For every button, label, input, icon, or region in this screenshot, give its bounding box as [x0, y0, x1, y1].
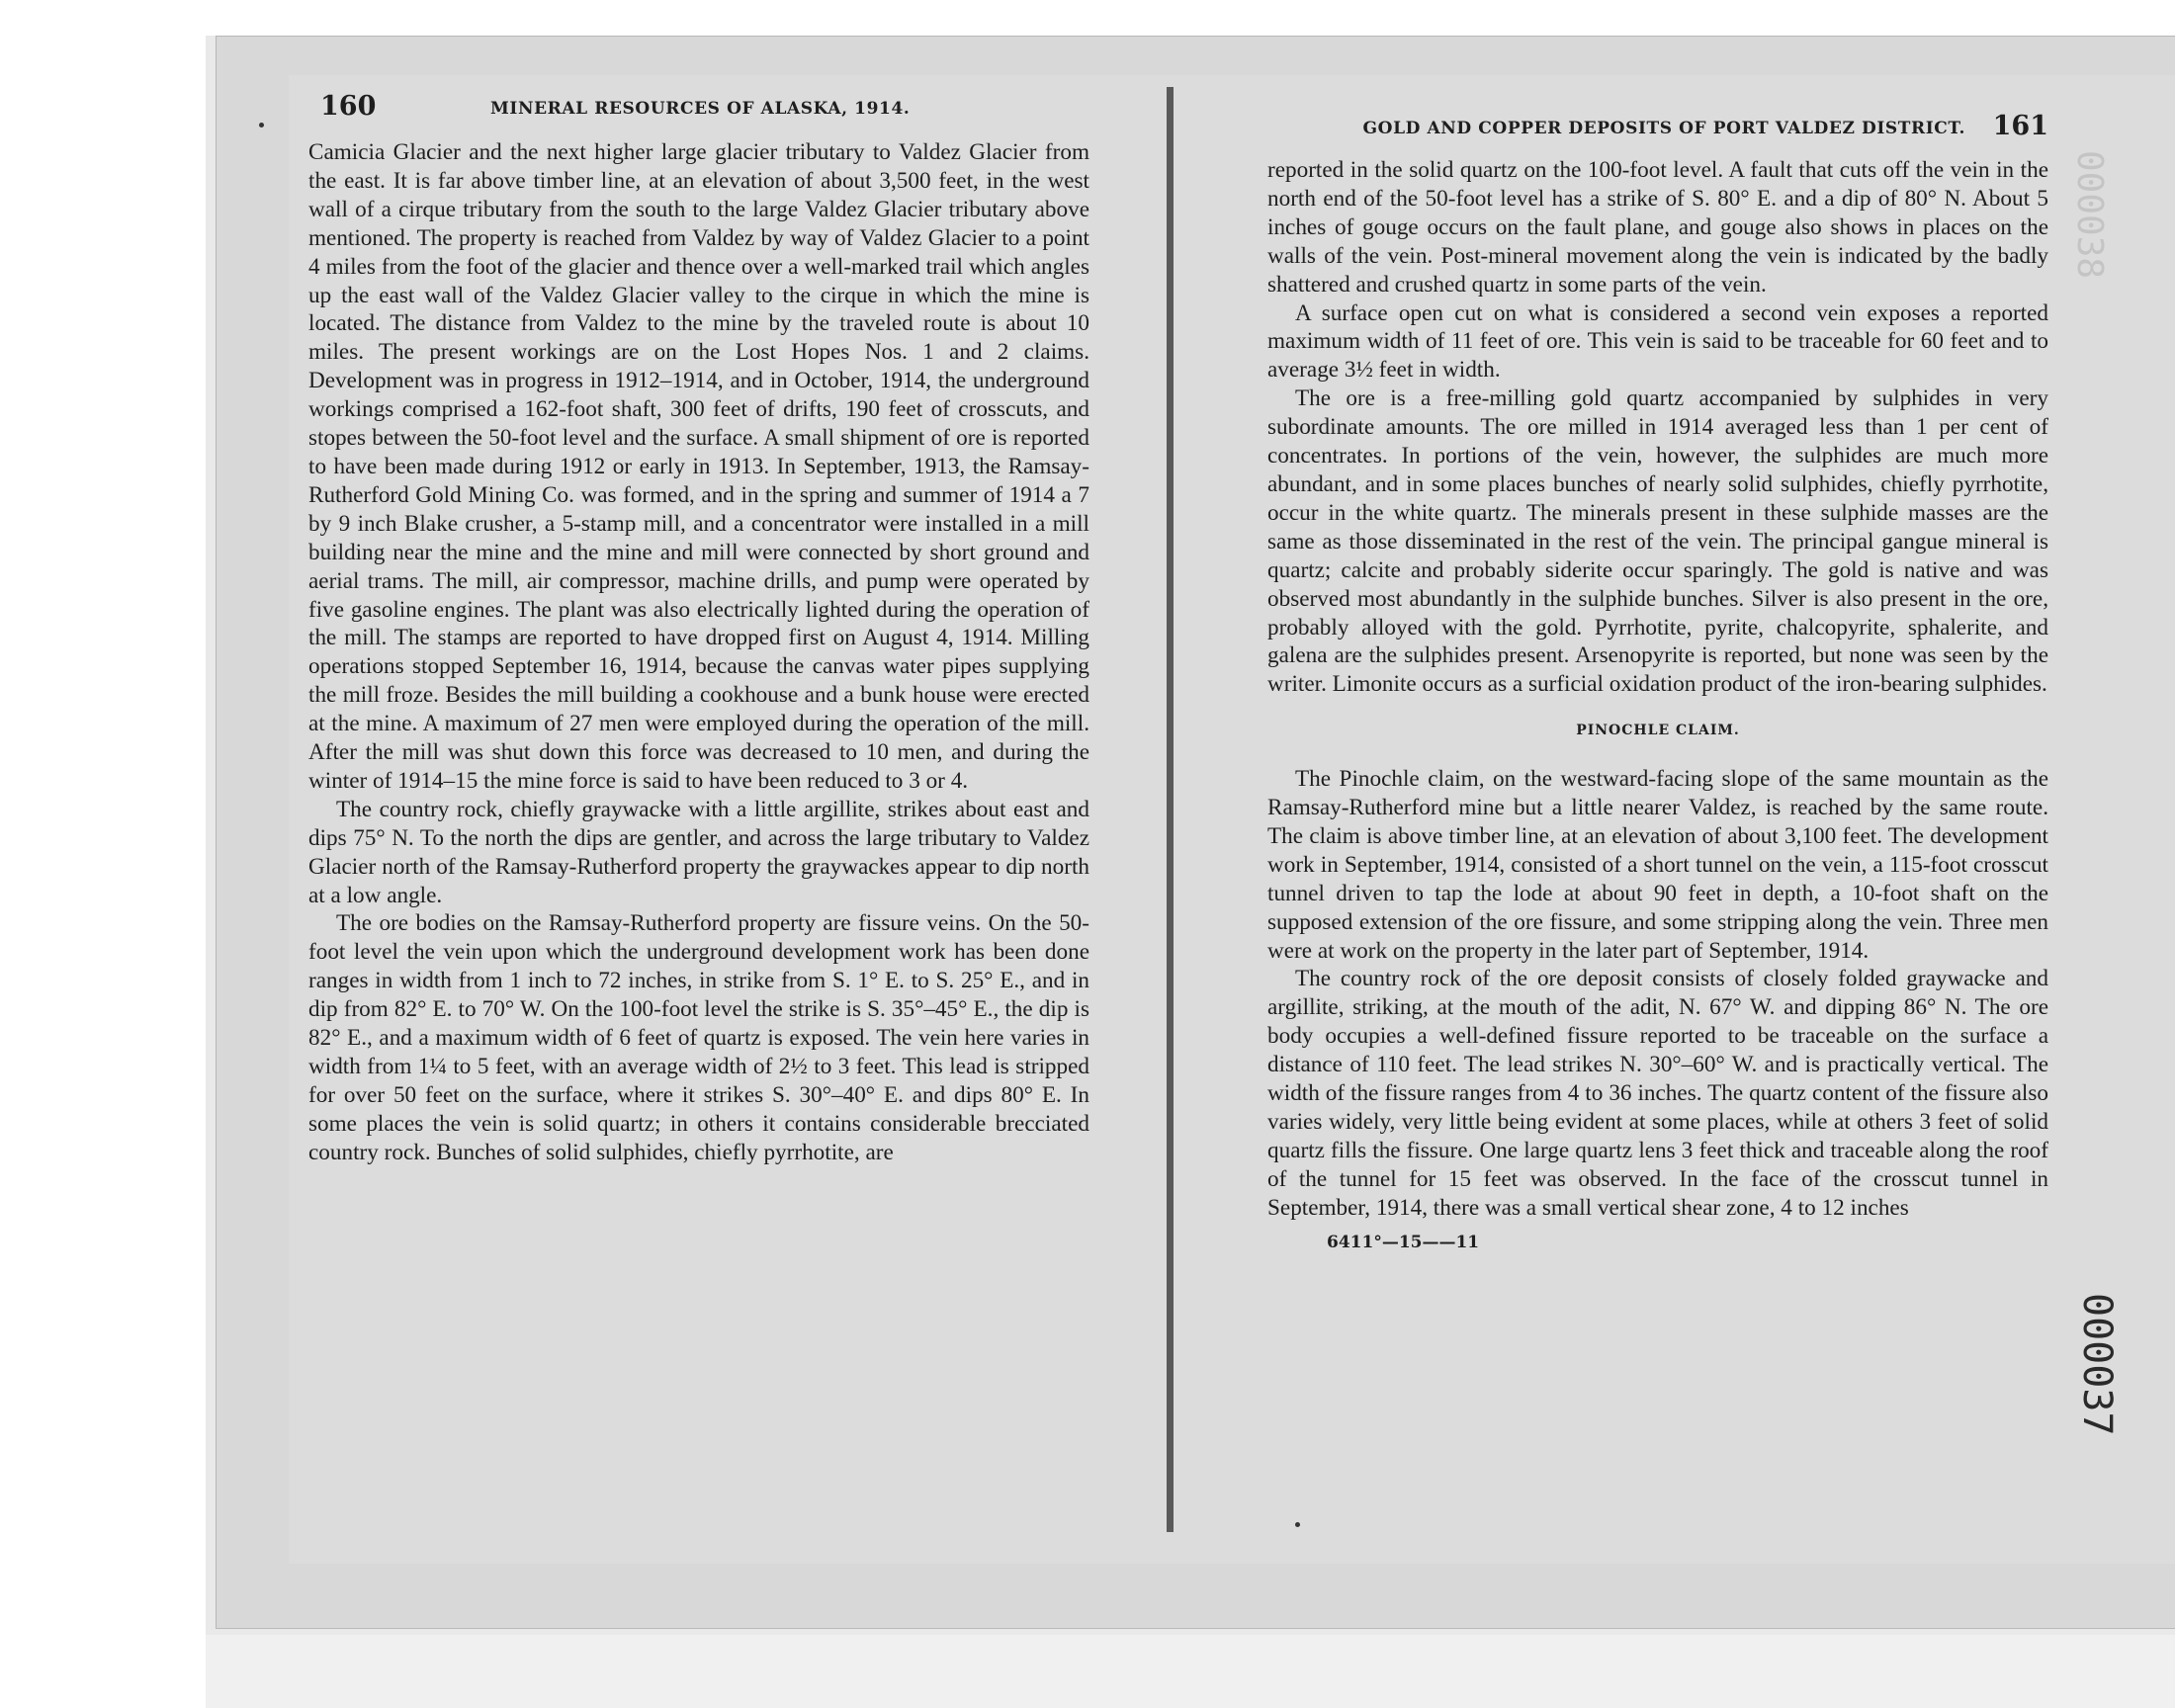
paragraph: The country rock, chiefly graywacke with a little argillite, strikes about east and dips 75° N. To the north the dips are gentler, and across the large tributary to Valdez Glacier north of the Ramsay-Rutherford property the graywackes appear to dip north at a low angle.	[308, 796, 1089, 908]
paragraph: A surface open cut on what is considered a second vein exposes a reported maximum width of 11 feet of ore. This vein is said to be traceable for 60 feet and to average 3½ feet in width.	[1267, 299, 2048, 384]
signature-mark: 6411°—15——11	[1327, 1232, 1480, 1252]
right-page-body	[1267, 156, 2048, 1223]
paragraph: The ore bodies on the Ramsay-Rutherford property are fissure veins. On the 50-foot level the vein upon which the underground development work has been done ranges in width from 1 inch to 72 inches, in strike from S. 1° E. to S. 25° E., and in dip from 82° E. to 70° W. On the 100-foot level the strike is S. 35°–45° E., the dip is 82° E., and a maximum width of 6 feet of quartz is exposed. The vein here varies in width from 1¼ to 5 feet, with an average width of 2½ to 3 feet. This lead is stripped for over 50 feet on the surface, where it strikes S. 30°–40° E. and dips 80° E. In some places the vein is solid quartz; in others it contains considerable brecciated country rock. Bunches of solid sulphides, chiefly pyrrhotite, are	[308, 910, 1089, 1165]
paragraph: Camicia Glacier and the next higher large glacier tributary to Valdez Glacier from the east. It is far above timber line, at an elevation of about 3,500 feet, in the west wall of a cirque tributary from the south to the large Valdez Glacier tributary above mentioned. The property is reached from Valdez by way of Valdez Glacier to a point 4 miles from the foot of the glacier and thence over a well-marked trail which angles up the east wall of the Valdez Glacier valley to the cirque in which the mine is located. The distance from Valdez to the mine by the traveled route is about 10 miles. The present workings are on the Lost Hopes Nos. 1 and 2 claims. Development was in progress in 1912–1914, and in October, 1914, the underground workings comprised a 162-foot shaft, 300 feet of drifts, 190 feet of crosscuts, and stopes between the 50-foot level and the surface. A small shipment of ore is reported to have been made during 1912 or early in 1913. In September, 1913, the Ramsay-Rutherford Gold Mining Co. was formed, and in the spring and summer of 1914 a 7 by 9 inch Blake crusher, a 5-stamp mill, and a concentrator were installed in a mill building near the mine and the mine and mill were connected by short ground and aerial trams. The mill, air compressor, machine drills, and pump were operated by five gasoline engines. The plant was also electrically lighted during the operation of the mill. The stamps are reported to have dropped first on August 4, 1914. Milling operations stopped September 16, 1914, because the canvas water pipes supplying the mill froze. Besides the mill building a cookhouse and a bunk house were erected at the mine. A maximum of 27 men were employed during the operation of the mill. After the mill was shut down this force was decreased to 10 men, and during the winter of 1914–15 the mine force is said to have been reduced to 3 or 4.	[308, 139, 1089, 794]
right-page-header	[1267, 111, 2048, 146]
left-page-number: 160	[320, 91, 377, 122]
archive-stamp-text: 000037	[2074, 1293, 2120, 1436]
paragraph: The ore is a free-milling gold quartz accompanied by sulphides in very subordinate amounts. The ore milled in 1914 averaged less than 1 per cent of concentrates. In portions of the vein, however, the sulphides are much more abundant, and in some places bunches of nearly solid sulphides, chiefly pyrrhotite, occur in the white quartz. The minerals present in these sulphide masses are the same as those disseminated in the rest of the vein. The principal gangue mineral is quartz; calcite and probably siderite occur sparingly. The gold is native and was observed most abundantly in the sulphide bunches. Silver is also present in the ore, probably alloyed with the gold. Pyrrhotite, pyrite, chalcopyrite, sphalerite, and galena are the sulphides present. Arsenopyrite is reported, but none was seen by the writer. Limonite occurs as a surficial oxidation product of the iron-bearing sulphides.	[1267, 385, 2048, 698]
left-page	[308, 91, 1089, 1167]
left-page-header	[308, 91, 1089, 127]
archive-stamp	[2074, 1293, 2120, 1436]
left-running-head: MINERAL RESOURCES OF ALASKA, 1914.	[490, 99, 911, 119]
paragraph: The country rock of the ore deposit consists of closely folded graywacke and argillite, striking, at the mouth of the adit, N. 67° W. and dipping 86° N. The ore body occupies a well-defined fissure reported to be traceable on the surface a distance of 110 feet. The lead strikes N. 30°–60° W. and is practically vertical. The width of the fissure ranges from 4 to 36 inches. The quartz content of the fissure also varies widely, very little being evident at some places, while at others 3 feet of solid quartz fills the fissure. One large quartz lens 3 feet thick and traceable along the roof of the tunnel for 15 feet was observed. In the face of the crosscut tunnel in September, 1914, there was a small vertical shear zone, 4 to 12 inches	[1267, 966, 2048, 1221]
paragraph: The Pinochle claim, on the westward-facing slope of the same mountain as the Ramsay-Rutherford mine but a little nearer Valdez, is reached by the same route. The claim is above timber line, at an elevation of about 3,100 feet. The development work in September, 1914, consisted of a short tunnel on the vein, a 115-foot crosscut tunnel driven to tap the lode at about 90 feet in depth, a 10-foot shaft on the supposed extension of the ore fissure, and some stripping along the vein. Three men were at work on the property in the later part of September, 1914.	[1267, 766, 2048, 964]
scan-speck	[1295, 1522, 1300, 1527]
right-running-head: GOLD AND COPPER DEPOSITS OF PORT VALDEZ DISTRICT.	[1362, 119, 1965, 138]
scan-speck	[259, 123, 264, 128]
right-page-number: 161	[1992, 111, 2048, 141]
scan-footer-strip	[206, 1635, 2175, 1708]
section-heading: PINOCHLE CLAIM.	[1576, 723, 1740, 739]
book-gutter	[1167, 87, 1174, 1532]
left-page-body	[308, 138, 1089, 1167]
right-page	[1267, 111, 2048, 1252]
faint-archive-stamp	[2069, 150, 2110, 280]
faint-stamp-text: 000038	[2069, 150, 2110, 280]
paragraph: reported in the solid quartz on the 100-foot level. A fault that cuts off the vein in the north end of the 50-foot level has a strike of S. 80° E. and a dip of 80° N. About 5 inches of gouge occurs on the fault plane, and gouge also shows in places on the walls of the vein. Post-mineral movement along the vein is indicated by the badly shattered and crushed quartz in some parts of the vein.	[1267, 157, 2048, 298]
